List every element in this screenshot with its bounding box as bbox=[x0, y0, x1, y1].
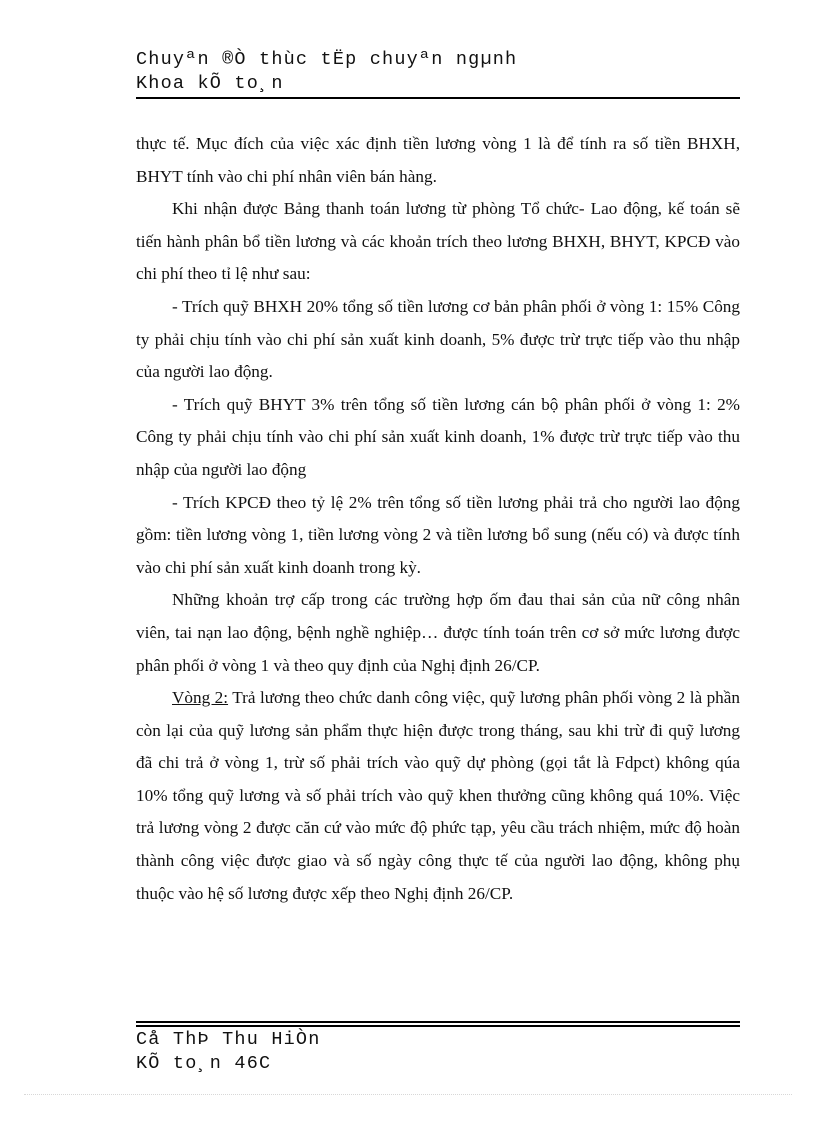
paragraph-5: - Trích KPCĐ theo tỷ lệ 2% trên tổng số tiền lương phải trả cho người lao động gồm: tiền lương vòng 1, tiền lương vòng 2 và tiền lương bổ sung (nếu có) và được tính vào chi phí sản xuất kinh doanh trong kỳ. bbox=[136, 492, 740, 577]
round-2-label: Vòng 2: bbox=[172, 688, 229, 708]
header-rule bbox=[136, 97, 740, 99]
page-bottom-dotted-line bbox=[24, 1094, 792, 1095]
page-header bbox=[136, 48, 740, 96]
paragraph-6: Những khoản trợ cấp trong các trường hợp ốm đau thai sản của nữ công nhân viên, tai nạn lao động, bệnh nghề nghiệp… được tính toán trên cơ sở mức lương được phân phối ở vòng 1 và theo quy định của Nghị định 26/CP. bbox=[136, 590, 740, 675]
header-department: Khoa kÕ to¸n bbox=[136, 73, 284, 94]
header-title: Chuyªn ®Ò thùc tËp chuyªn ngµnh bbox=[136, 49, 518, 70]
footer-rule-1 bbox=[136, 1021, 740, 1023]
paragraph-3: - Trích quỹ BHXH 20% tổng số tiền lương cơ bản phân phối ở vòng 1: 15% Công ty phải chịu tính vào chi phí sản xuất kinh doanh, 5% được trừ trực tiếp vào thu nhập của người lao động. bbox=[136, 296, 740, 382]
footer-class: KÕ to¸n 46C bbox=[136, 1053, 272, 1074]
paragraph-4: - Trích quỹ BHYT 3% trên tổng số tiền lương cán bộ phân phối ở vòng 1: 2% Công ty phải chịu tính vào chi phí sản xuất kinh doanh, 1% được trừ trực tiếp vào thu nhập của người lao động bbox=[136, 394, 740, 479]
paragraph-7-text: Trả lương theo chức danh công việc, quỹ lương phân phối vòng 2 là phần còn lại của quỹ lương sản phẩm thực hiện được trong tháng, sau khi trừ đi quỹ lương đã chi trả ở vòng 1, trừ số phải trích vào quỹ dự phòng (gọi tắt là Fdpct) không qúa 10% tổng quỹ lương và số phải trích vào quỹ khen thưởng cũng không quá 10%. Việc trả lương vòng 2 được căn cứ vào mức độ phức tạp, yêu cầu trách nhiệm, mức độ hoàn thành công việc được giao và số ngày công thực tế của người lao động, không phụ thuộc vào hệ số lương được xếp theo Nghị định 26/CP. bbox=[136, 688, 740, 903]
footer-rule-2 bbox=[136, 1025, 740, 1027]
page-footer bbox=[136, 1028, 740, 1076]
paragraph-2: Khi nhận được Bảng thanh toán lương từ phòng Tổ chức- Lao động, kế toán sẽ tiến hành phân bổ tiền lương và các khoản trích theo lương BHXH, BHYT, KPCĐ vào chi phí theo tỉ lệ như sau: bbox=[136, 199, 740, 284]
paragraph-7 bbox=[136, 682, 740, 910]
body-text bbox=[136, 128, 740, 910]
footer-author: Cå ThÞ Thu HiÒn bbox=[136, 1029, 321, 1050]
paragraph-1: thực tế. Mục đích của việc xác định tiền lương vòng 1 là để tính ra số tiền BHXH, BHYT tính vào chi phí nhân viên bán hàng. bbox=[136, 134, 740, 186]
